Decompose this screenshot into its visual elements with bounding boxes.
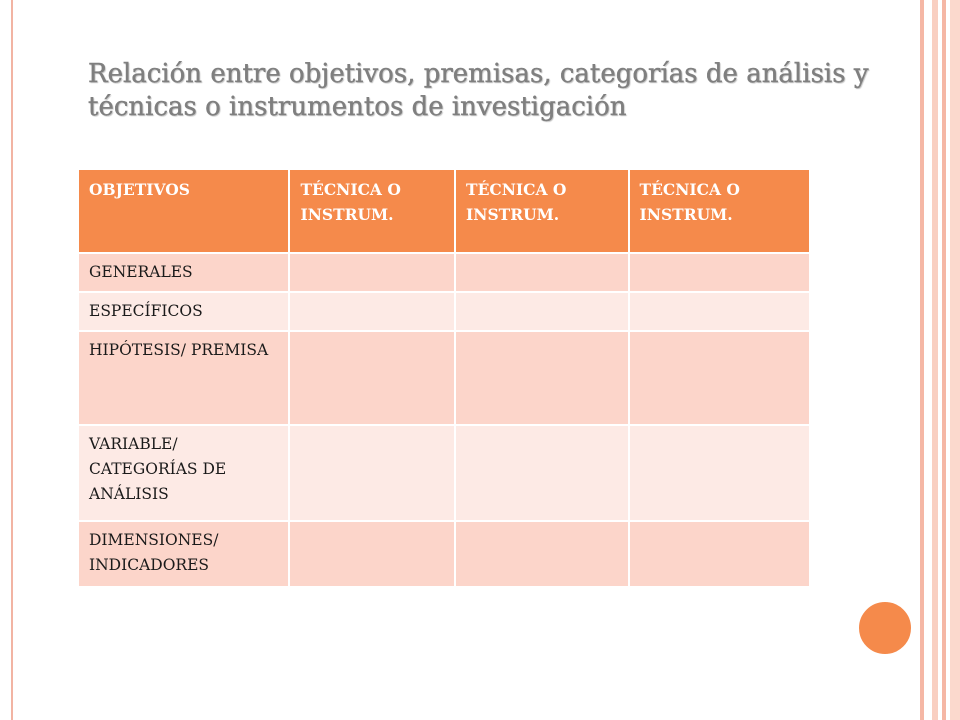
header-tecnica-3: TÉCNICA O INSTRUM. [629,169,810,253]
header-objetivos: OBJETIVOS [78,169,289,253]
row-label-hipotesis: HIPÓTESIS/ PREMISA [78,331,289,425]
table-cell [289,425,455,521]
table-cell [289,292,455,331]
table-cell [455,292,629,331]
row-label-generales: GENERALES [78,253,289,292]
table-cell [629,425,810,521]
decorative-stripe [950,0,960,720]
objectives-table [77,168,811,588]
table-row [78,292,810,331]
table-cell [629,253,810,292]
header-tecnica-2: TÉCNICA O INSTRUM. [455,169,629,253]
table-cell [455,521,629,587]
right-decorative-band [920,0,960,720]
table-row [78,331,810,425]
table-cell [629,331,810,425]
slide-title: Relación entre objetivos, premisas, categorías de análisis y técnicas o instrumentos de investigación [88,59,869,122]
table-cell [629,521,810,587]
header-tecnica-1: TÉCNICA O INSTRUM. [289,169,455,253]
table-cell [455,425,629,521]
decorative-stripe [942,0,946,720]
table-header-row [78,169,810,253]
decorative-circle [855,598,915,658]
table-cell [289,253,455,292]
row-label-dimensiones: DIMENSIONES/ INDICADORES [78,521,289,587]
table-cell [289,521,455,587]
table-cell [455,331,629,425]
table-cell [455,253,629,292]
row-label-especificos: ESPECÍFICOS [78,292,289,331]
table-row [78,521,810,587]
decorative-stripe [920,0,924,720]
table-row [78,253,810,292]
table-cell [629,292,810,331]
table-cell [289,331,455,425]
row-label-variable: VARIABLE/ CATEGORÍAS DE ANÁLISIS [78,425,289,521]
table-row [78,425,810,521]
decorative-stripe [932,0,938,720]
left-border-line [11,0,13,720]
